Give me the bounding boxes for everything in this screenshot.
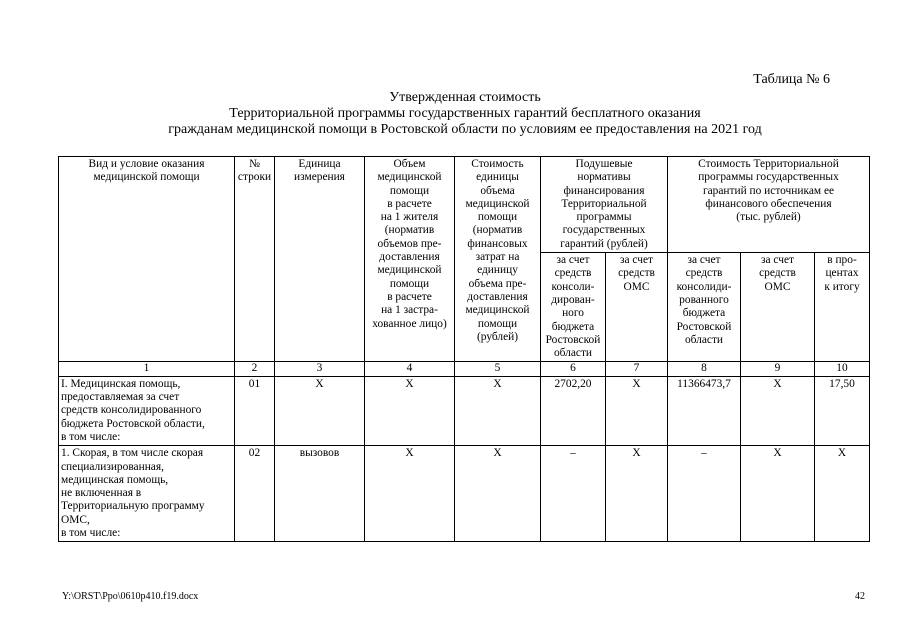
column-numbers-row (59, 362, 870, 376)
row-pc-budget: – (541, 446, 606, 542)
header-line-number: № строки (235, 157, 275, 362)
row-percent: 17,50 (815, 376, 870, 445)
header-cost-group: Стоимость Территориальной программы государственных гарантий по источникам ее финансового обеспечения (тыс. рублей) (668, 157, 870, 253)
row-cost-oms: Х (741, 446, 815, 542)
column-number: 10 (815, 362, 870, 376)
header-row-1 (59, 157, 870, 253)
column-number: 8 (668, 362, 741, 376)
column-number: 9 (741, 362, 815, 376)
column-number: 7 (606, 362, 668, 376)
row-volume: Х (365, 376, 455, 445)
title-line-2: Территориальной программы государственных гарантий бесплатного оказания (229, 106, 701, 121)
header-cost-oms: за счет средств ОМС (741, 253, 815, 362)
row-unit: Х (275, 376, 365, 445)
row-pc-budget: 2702,20 (541, 376, 606, 445)
row-percent: Х (815, 446, 870, 542)
row-unit-cost: Х (455, 376, 541, 445)
header-kind: Вид и условие оказания медицинской помощи (59, 157, 235, 362)
row-line-number: 01 (235, 376, 275, 445)
row-unit-cost: Х (455, 446, 541, 542)
table-row (59, 376, 870, 445)
column-number: 3 (275, 362, 365, 376)
header-pc-budget: за счет средств консоли- дирован- ного бюджета Ростовской области (541, 253, 606, 362)
footer-page-number: 42 (855, 591, 865, 602)
cost-table (58, 156, 870, 542)
header-percent: в про- центах к итогу (815, 253, 870, 362)
row-name: I. Медицинская помощь, предоставляемая за счет средств консолидированного бюджета Ростовской области, в том числе: (59, 376, 235, 445)
column-number: 2 (235, 362, 275, 376)
column-number: 5 (455, 362, 541, 376)
header-per-capita-group: Подушевые нормативы финансирования Территориальной программы государственных гарантий (рублей) (541, 157, 668, 253)
footer-file-path: Y:\ORST\Ppo\0610p410.f19.docx (62, 591, 199, 602)
row-name: 1. Скорая, в том числе скорая специализированная, медицинская помощь, не включенная в Территориальную программу ОМС, в том числе: (59, 446, 235, 542)
row-line-number: 02 (235, 446, 275, 542)
row-cost-budget: – (668, 446, 741, 542)
column-number: 6 (541, 362, 606, 376)
header-unit-cost: Стоимость единицы объема медицинской помощи (норматив финансовых затрат на единицу объема пре- доставления медицинской помощи (рублей) (455, 157, 541, 362)
row-cost-oms: Х (741, 376, 815, 445)
row-cost-budget: 11366473,7 (668, 376, 741, 445)
header-volume: Объем медицинской помощи в расчете на 1 жителя (норматив объемов пре- доставления медицинской помощи в расчете на 1 застра- хованное лицо) (365, 157, 455, 362)
table-number: Таблица № 6 (753, 72, 830, 87)
row-pc-oms: Х (606, 446, 668, 542)
header-unit: Единица измерения (275, 157, 365, 362)
document-title (60, 90, 870, 138)
row-volume: Х (365, 446, 455, 542)
header-cost-budget: за счет средств консолиди- рованного бюджета Ростовской области (668, 253, 741, 362)
title-line-1: Утвержденная стоимость (389, 90, 541, 105)
row-unit: вызовов (275, 446, 365, 542)
title-line-3: гражданам медицинской помощи в Ростовской области по условиям ее предоставления на 2021 год (168, 122, 762, 137)
row-pc-oms: Х (606, 376, 668, 445)
table-row (59, 446, 870, 542)
column-number: 1 (59, 362, 235, 376)
column-number: 4 (365, 362, 455, 376)
header-pc-oms: за счет средств ОМС (606, 253, 668, 362)
